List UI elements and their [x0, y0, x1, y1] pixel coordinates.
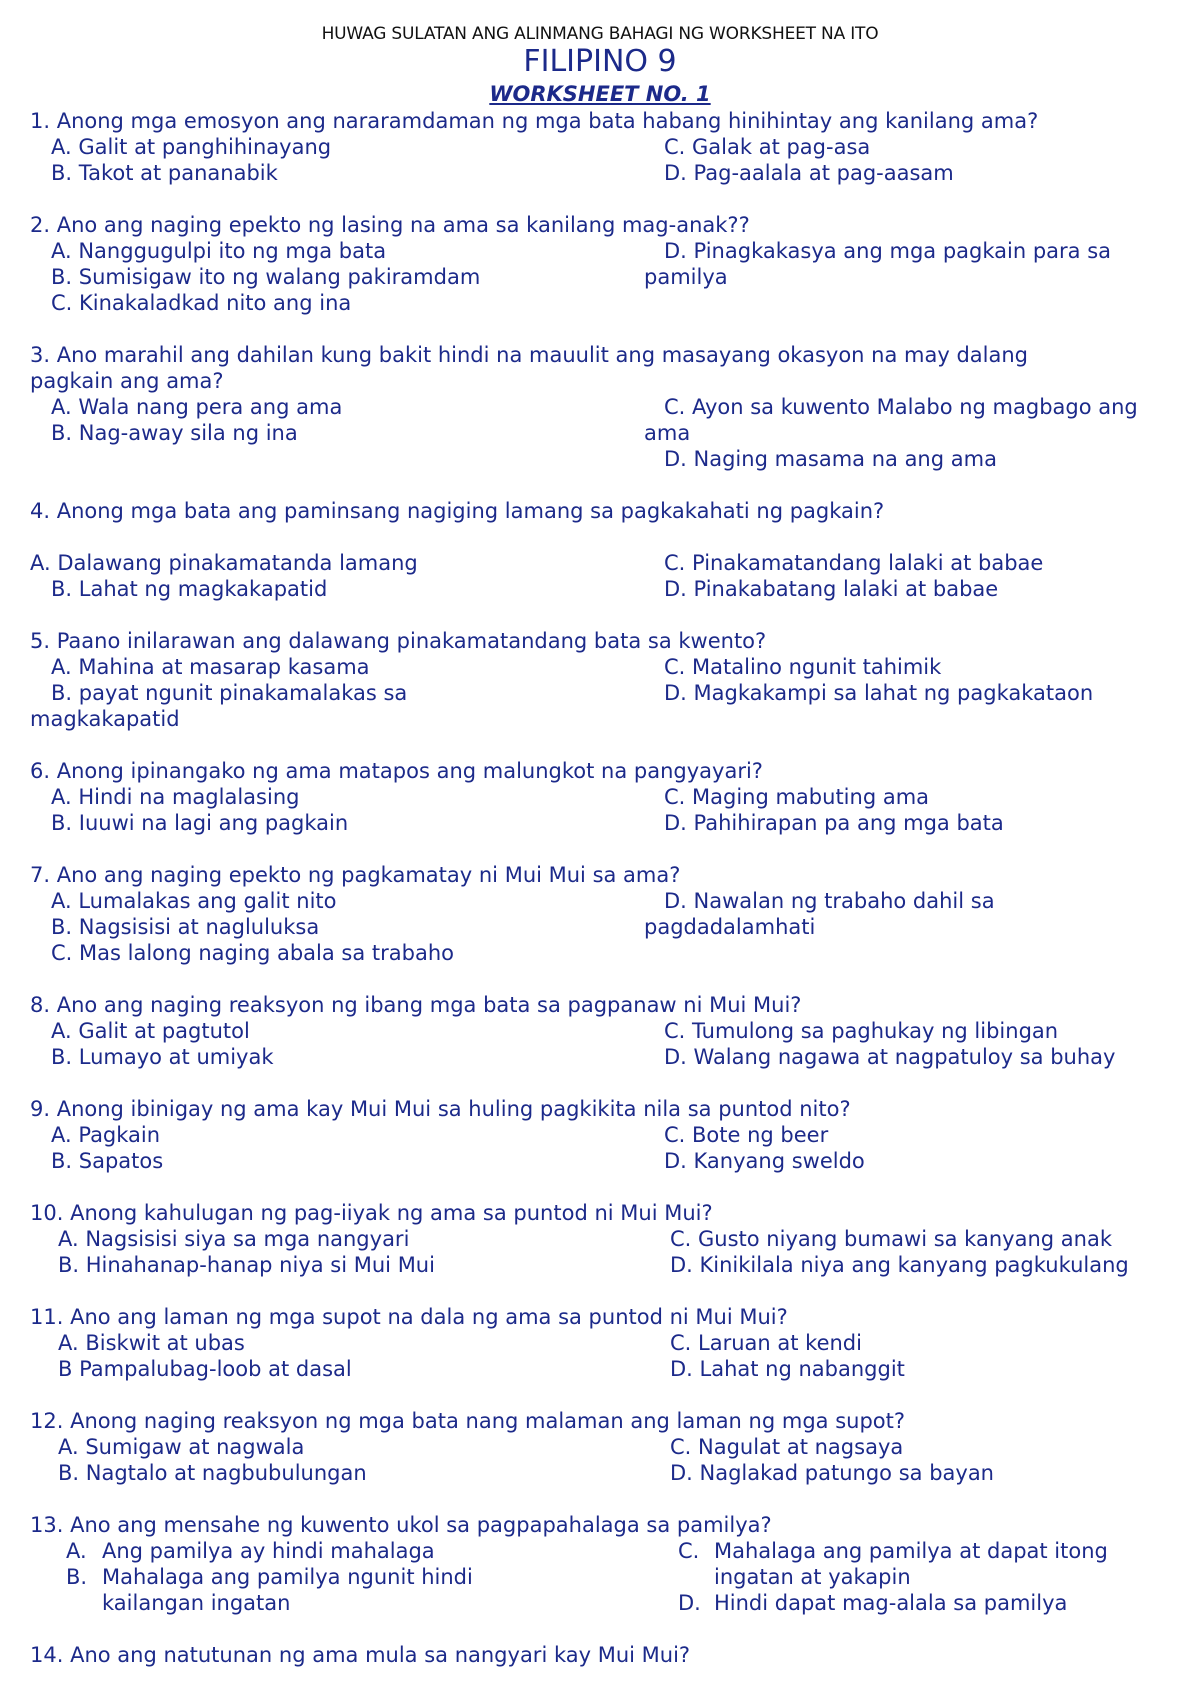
q11-option-d: D. Lahat ng nabanggit [670, 1357, 905, 1381]
q9-option-a: A. Pagkain [51, 1123, 161, 1147]
q5-option-a: A. Mahina at masarap kasama [51, 655, 370, 679]
question-7: 7. Ano ang naging epekto ng pagkamatay ni Mui Mui sa ama? [30, 863, 681, 887]
question-8: 8. Ano ang naging reaksyon ng ibang mga bata sa pagpanaw ni Mui Mui? [30, 993, 802, 1017]
question-3: 3. Ano marahil ang dahilan kung bakit hindi na mauulit ang masayang okasyon na may dalang [30, 343, 1028, 367]
q12-option-d: D. Naglakad patungo sa bayan [670, 1461, 994, 1485]
q8-option-d: D. Walang nagawa at nagpatuloy sa buhay [664, 1045, 1116, 1069]
q4-option-d: D. Pinakabatang lalaki at babae [664, 577, 999, 601]
q4-option-c: C. Pinakamatandang lalaki at babae [664, 551, 1044, 575]
question-14: 14. Ano ang natutunan ng ama mula sa nangyari kay Mui Mui? [30, 1643, 691, 1667]
question-5: 5. Paano inilarawan ang dalawang pinakamatandang bata sa kwento? [30, 629, 767, 653]
q2-option-d: D. Pinagkakasya ang mga pagkain para sa [664, 239, 1112, 263]
question-1: 1. Anong mga emosyon ang nararamdaman ng mga bata habang hinihintay ang kanilang ama? [30, 109, 1039, 133]
q4-option-b: B. Lahat ng magkakapatid [51, 577, 328, 601]
question-9: 9. Anong ibinigay ng ama kay Mui Mui sa huling pagkikita nila sa puntod nito? [30, 1097, 851, 1121]
q13-option-b-continued: kailangan ingatan [102, 1591, 291, 1615]
q5-option-c: C. Matalino ngunit tahimik [664, 655, 942, 679]
q5-option-b: B. payat ngunit pinakamalakas sa [51, 681, 408, 705]
q2-option-d-continued: pamilya [644, 265, 728, 289]
q2-option-a: A. Nanggugulpi ito ng mga bata [51, 239, 387, 263]
q13-option-b: Mahalaga ang pamilya ngunit hindi [102, 1565, 473, 1589]
q3-option-c-continued: ama [644, 421, 691, 445]
q13-option-d-letter: D. [678, 1591, 701, 1615]
q5-option-b-continued: magkakapatid [30, 707, 180, 731]
q13-option-b-letter: B. [66, 1565, 88, 1589]
q8-option-a: A. Galit at pagtutol [51, 1019, 250, 1043]
q11-option-a: A. Biskwit at ubas [58, 1331, 245, 1355]
q6-option-a: A. Hindi na maglalasing [51, 785, 300, 809]
q13-option-c-continued: ingatan at yakapin [714, 1565, 911, 1589]
q3-option-d: D. Naging masama na ang ama [664, 447, 997, 471]
q1-option-c: C. Galak at pag-asa [664, 135, 871, 159]
q2-option-c: C. Kinakaladkad nito ang ina [51, 291, 352, 315]
q3-option-b: B. Nag-away sila ng ina [51, 421, 298, 445]
question-12: 12. Anong naging reaksyon ng mga bata nang malaman ang laman ng mga supot? [30, 1409, 905, 1433]
question-13: 13. Ano ang mensahe ng kuwento ukol sa pagpapahalaga sa pamilya? [30, 1513, 772, 1537]
q10-option-c: C. Gusto niyang bumawi sa kanyang anak [670, 1227, 1112, 1251]
q8-option-c: C. Tumulong sa paghukay ng libingan [664, 1019, 1059, 1043]
question-4: 4. Anong mga bata ang paminsang nagiging lamang sa pagkakahati ng pagkain? [30, 499, 885, 523]
q13-option-c: Mahalaga ang pamilya at dapat itong [714, 1539, 1108, 1563]
question-3-continued: pagkain ang ama? [30, 369, 224, 393]
q13-option-a: Ang pamilya ay hindi mahalaga [102, 1539, 435, 1563]
subject-title: FILIPINO 9 [523, 44, 677, 79]
q5-option-d: D. Magkakampi sa lahat ng pagkakataon [664, 681, 1094, 705]
q3-option-a: A. Wala nang pera ang ama [51, 395, 343, 419]
q12-option-b: B. Nagtalo at nagbubulungan [58, 1461, 367, 1485]
q10-option-a: A. Nagsisisi siya sa mga nangyari [58, 1227, 410, 1251]
question-10: 10. Anong kahulugan ng pag-iiyak ng ama sa puntod ni Mui Mui? [30, 1201, 713, 1225]
q12-option-a: A. Sumigaw at nagwala [58, 1435, 305, 1459]
q7-option-d: D. Nawalan ng trabaho dahil sa [664, 889, 995, 913]
q9-option-b: B. Sapatos [51, 1149, 164, 1173]
q13-option-a-letter: A. [66, 1539, 87, 1563]
question-6: 6. Anong ipinangako ng ama matapos ang malungkot na pangyayari? [30, 759, 763, 783]
q7-option-d-continued: pagdadalamhati [644, 915, 816, 939]
question-11: 11. Ano ang laman ng mga supot na dala ng ama sa puntod ni Mui Mui? [30, 1305, 788, 1329]
do-not-write-notice: HUWAG SULATAN ANG ALINMANG BAHAGI NG WORKSHEET NA ITO [321, 24, 879, 44]
worksheet-number: WORKSHEET NO. 1 [489, 82, 711, 106]
q13-option-d: Hindi dapat mag-alala sa pamilya [714, 1591, 1068, 1615]
q8-option-b: B. Lumayo at umiyak [51, 1045, 274, 1069]
q1-option-a: A. Galit at panghihinayang [51, 135, 332, 159]
q13-option-c-letter: C. [678, 1539, 700, 1563]
q12-option-c: C. Nagulat at nagsaya [670, 1435, 904, 1459]
q1-option-b: B. Takot at pananabik [51, 161, 278, 185]
q4-option-a: A. Dalawang pinakamatanda lamang [30, 551, 418, 575]
q7-option-c: C. Mas lalong naging abala sa trabaho [51, 941, 454, 965]
q9-option-c: C. Bote ng beer [664, 1123, 829, 1147]
q6-option-c: C. Maging mabuting ama [664, 785, 930, 809]
question-2: 2. Ano ang naging epekto ng lasing na ama sa kanilang mag-anak?? [30, 213, 750, 237]
q6-option-b: B. Iuuwi na lagi ang pagkain [51, 811, 349, 835]
q6-option-d: D. Pahihirapan pa ang mga bata [664, 811, 1004, 835]
q1-option-d: D. Pag-aalala at pag-aasam [664, 161, 954, 185]
q10-option-d: D. Kinikilala niya ang kanyang pagkukulang [670, 1253, 1129, 1277]
q11-option-b: B Pampalubag-loob at dasal [58, 1357, 352, 1381]
q2-option-b: B. Sumisigaw ito ng walang pakiramdam [51, 265, 481, 289]
q10-option-b: B. Hinahanap-hanap niya si Mui Mui [58, 1253, 435, 1277]
q9-option-d: D. Kanyang sweldo [664, 1149, 865, 1173]
q7-option-a: A. Lumalakas ang galit nito [51, 889, 337, 913]
q11-option-c: C. Laruan at kendi [670, 1331, 862, 1355]
q3-option-c: C. Ayon sa kuwento Malabo ng magbago ang [664, 395, 1138, 419]
q7-option-b: B. Nagsisisi at nagluluksa [51, 915, 320, 939]
